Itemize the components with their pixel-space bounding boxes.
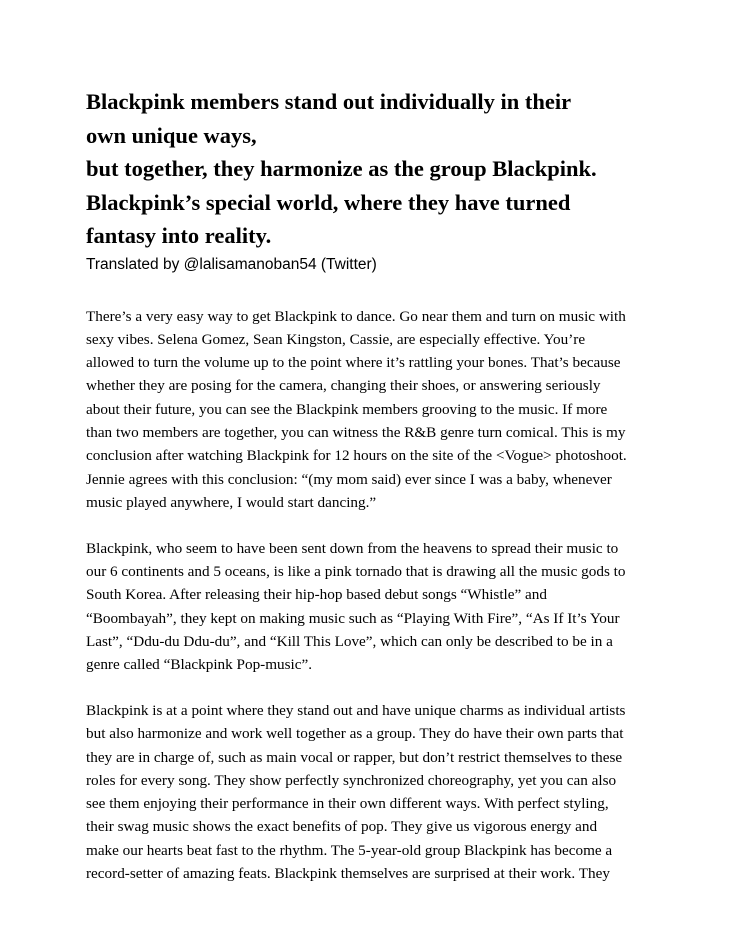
title-line: fantasy into reality. (86, 223, 272, 248)
article-body (86, 85, 648, 885)
title-line: own unique ways, (86, 122, 257, 148)
paragraph-line: conclusion after watching Blackpink for 12 hours on the site of the <Vogue> photoshoot. (86, 447, 627, 465)
paragraph-line: Blackpink is at a point where they stand out and have unique charms as individual artists (86, 701, 626, 719)
paragraph-line: see them enjoying their performance in their own different ways. With perfect styling, (86, 795, 609, 813)
translator-credit: Translated by @lalisamanoban54 (Twitter) (86, 255, 377, 273)
paragraph-line: Last”, “Ddu-du Ddu-du”, and “Kill This Love”, which can only be described to be in a (86, 632, 613, 650)
paragraph-line: South Korea. After releasing their hip-hop based debut songs “Whistle” and (86, 586, 547, 604)
paragraph-group-harmony (86, 699, 648, 885)
paragraph-line: “Boombayah”, they kept on making music such as “Playing With Fire”, “As If It’s Your (86, 609, 620, 627)
paragraph-line: music played anywhere, I would start dancing.” (86, 493, 377, 511)
paragraph-pink-tornado (86, 537, 648, 677)
title-line: but together, they harmonize as the group Blackpink. (86, 156, 597, 181)
paragraph-line: but also harmonize and work well together as a group. They do have their own parts that (86, 725, 624, 743)
paragraph-line: There’s a very easy way to get Blackpink to dance. Go near them and turn on music with (86, 307, 626, 325)
paragraph-line: roles for every song. They show perfectly synchronized choreography, yet you can also (86, 771, 617, 789)
paragraph-line: allowed to turn the volume up to the point where it’s rattling your bones. That’s because (86, 354, 621, 372)
paragraph-line: they are in charge of, such as main vocal or rapper, but don’t restrict themselves to these (86, 748, 623, 766)
paragraph-line: our 6 continents and 5 oceans, is like a pink tornado that is drawing all the music gods to (86, 562, 626, 580)
paragraph-line: about their future, you can see the Blackpink members grooving to the music. If more (86, 400, 608, 418)
paragraph-line: sexy vibes. Selena Gomez, Sean Kingston, Cassie, are especially effective. You’re (86, 330, 586, 348)
title-line: Blackpink’s special world, where they have turned (86, 189, 571, 215)
paragraph-line: than two members are together, you can witness the R&B genre turn comical. This is my (86, 423, 626, 441)
paragraph-dance (86, 305, 648, 515)
paragraph-line: Jennie agrees with this conclusion: “(my mom said) ever since I was a baby, whenever (86, 470, 612, 488)
paragraph-line: record-setter of amazing feats. Blackpink themselves are surprised at their work. They (86, 865, 610, 883)
paragraph-line: their swag music shows the exact benefits of pop. They give us vigorous energy and (86, 818, 598, 836)
paragraph-line: whether they are posing for the camera, changing their shoes, or answering seriously (86, 377, 601, 395)
paragraph-line: genre called “Blackpink Pop-music”. (86, 656, 313, 674)
title-line: Blackpink members stand out individually in their (86, 89, 572, 114)
paragraph-line: make our hearts beat fast to the rhythm. The 5-year-old group Blackpink has become a (86, 841, 613, 859)
paragraph-line: Blackpink, who seem to have been sent down from the heavens to spread their music to (86, 539, 619, 557)
article-title (86, 85, 648, 253)
